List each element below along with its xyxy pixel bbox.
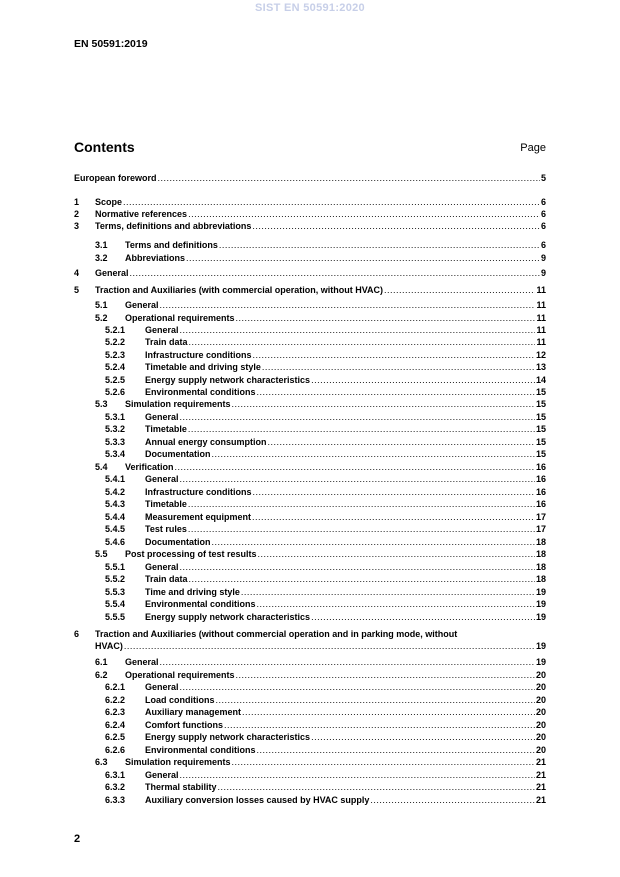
toc-leader-dots <box>189 336 536 348</box>
toc-leader-dots <box>311 611 535 623</box>
toc-entry-page: 18 <box>535 549 546 559</box>
toc-entry-page: 19 <box>535 599 546 609</box>
toc-entry-title: Traction and Auxiliaries (without commercial operation and in parking mode, without <box>95 629 458 639</box>
toc-entry-page: 14 <box>535 375 546 385</box>
toc-entry[interactable] <box>74 172 546 184</box>
toc-entry-title: Auxiliary management <box>145 707 242 717</box>
toc-entry-title: Energy supply network characteristics <box>145 612 311 622</box>
toc-entry[interactable] <box>105 349 546 361</box>
toc-leader-dots <box>252 220 540 232</box>
toc-leader-dots <box>188 423 535 435</box>
toc-leader-dots <box>124 640 535 652</box>
toc-entry-number: 5.2.2 <box>105 337 126 347</box>
toc-entry[interactable] <box>105 523 546 535</box>
toc-entry-page: 18 <box>535 574 546 584</box>
toc-entry[interactable] <box>95 656 546 668</box>
footer-page-number: 2 <box>74 833 81 845</box>
toc-entry-number: 5.2.3 <box>105 350 126 360</box>
toc-entry-page: 21 <box>535 757 546 767</box>
toc-entry[interactable] <box>105 561 546 573</box>
toc-entry-page: 9 <box>540 253 546 263</box>
toc-entry-number: 5.3.4 <box>105 449 126 459</box>
toc-entry-page: 18 <box>535 537 546 547</box>
toc-entry-title: Operational requirements <box>125 313 235 323</box>
toc-leader-dots <box>216 694 535 706</box>
document-id: EN 50591:2019 <box>74 38 148 50</box>
toc-leader-dots <box>186 252 540 264</box>
toc-entry-title: Measurement equipment <box>145 512 252 522</box>
toc-entry[interactable] <box>105 486 546 498</box>
toc-entry-continuation[interactable] <box>95 640 546 652</box>
toc-entry-title: Environmental conditions <box>145 599 256 609</box>
toc-entry-title: Test rules <box>145 524 187 534</box>
toc-leader-dots <box>180 681 535 693</box>
toc-entry-number: 5.2.4 <box>105 362 126 372</box>
toc-entry[interactable] <box>105 411 546 423</box>
toc-entry-title: Auxiliary conversion losses caused by HVAC supply <box>145 795 370 805</box>
toc-entry[interactable] <box>105 473 546 485</box>
toc-leader-dots <box>212 448 535 460</box>
toc-entry-page: 17 <box>535 524 546 534</box>
toc-entry-page: 18 <box>535 562 546 572</box>
toc-leader-dots <box>189 573 535 585</box>
toc-entry-number: 2 <box>74 209 80 219</box>
toc-entry[interactable] <box>95 548 546 560</box>
toc-entry[interactable] <box>105 386 546 398</box>
toc-entry[interactable] <box>95 669 546 681</box>
toc-entry-number: 3.2 <box>95 253 108 263</box>
toc-entry[interactable] <box>95 239 546 251</box>
toc-entry-title: Thermal stability <box>145 782 217 792</box>
toc-entry-number: 5.3.3 <box>105 437 126 447</box>
toc-entry-title: Load conditions <box>145 695 215 705</box>
toc-entry-title: Train data <box>145 574 188 584</box>
toc-entry-page: 17 <box>535 512 546 522</box>
toc-entry-title: General <box>145 325 179 335</box>
toc-leader-dots <box>236 669 535 681</box>
toc-entry-title: Time and driving style <box>145 587 240 597</box>
toc-entry-title: General <box>125 300 159 310</box>
toc-entry-page: 20 <box>535 745 546 755</box>
toc-leader-dots <box>175 461 535 473</box>
toc-entry[interactable] <box>105 436 546 448</box>
page-column-label: Page <box>520 142 546 154</box>
toc-entry-page: 20 <box>535 720 546 730</box>
toc-entry[interactable] <box>95 398 546 410</box>
toc-entry[interactable] <box>105 498 546 510</box>
toc-entry-page: 11 <box>536 313 546 323</box>
toc-entry-number: 6.2.2 <box>105 695 126 705</box>
toc-entry-number: 5.3 <box>95 399 108 409</box>
toc-entry-title: Operational requirements <box>125 670 235 680</box>
toc-leader-dots <box>232 756 535 768</box>
toc-entry[interactable] <box>105 324 546 336</box>
toc-entry-title: General <box>125 657 159 667</box>
toc-entry[interactable] <box>74 284 546 296</box>
toc-entry-number: 5.1 <box>95 300 108 310</box>
toc-leader-dots <box>180 473 535 485</box>
toc-entry-number: 5.5.5 <box>105 612 126 622</box>
toc-entry-number: 5 <box>74 285 80 295</box>
toc-leader-dots <box>123 196 540 208</box>
toc-entry-number: 6.1 <box>95 657 108 667</box>
toc-entry-title: General <box>145 770 179 780</box>
toc-entry-page: 15 <box>535 449 546 459</box>
toc-entry-page: 21 <box>535 770 546 780</box>
toc-entry-title: Terms, definitions and abbreviations <box>95 221 252 231</box>
toc-entry-number: 5.4.2 <box>105 487 126 497</box>
toc-entry-number: 6.3.3 <box>105 795 126 805</box>
toc-entry-number: 5.2.5 <box>105 375 126 385</box>
toc-entry-page: 15 <box>535 424 546 434</box>
toc-entry-page: 19 <box>535 641 546 651</box>
toc-entry[interactable] <box>105 744 546 756</box>
toc-entry[interactable] <box>105 706 546 718</box>
toc-leader-dots <box>180 769 535 781</box>
toc-leader-dots <box>311 731 535 743</box>
toc-entry-number: 6.2 <box>95 670 108 680</box>
toc-entry-title: Documentation <box>145 449 211 459</box>
toc-leader-dots <box>232 398 535 410</box>
toc-entry-title: Train data <box>145 337 188 347</box>
toc-leader-dots <box>257 598 535 610</box>
toc-entry[interactable] <box>105 794 546 806</box>
toc-entry[interactable] <box>74 220 546 232</box>
toc-entry-page: 12 <box>535 350 546 360</box>
toc-entry[interactable] <box>105 719 546 731</box>
toc-entry-title: Normative references <box>95 209 188 219</box>
toc-entry-page: 6 <box>540 240 546 250</box>
toc-entry[interactable] <box>105 448 546 460</box>
toc-entry-number: 6.2.6 <box>105 745 126 755</box>
toc-leader-dots <box>262 361 535 373</box>
toc-entry-number: 5.4 <box>95 462 108 472</box>
toc-entry-title: Timetable <box>145 499 187 509</box>
toc-leader-dots <box>160 299 536 311</box>
toc-entry-page: 15 <box>535 412 546 422</box>
toc-entry-number: 6.3.2 <box>105 782 126 792</box>
toc-entry-title: Timetable and driving style <box>145 362 261 372</box>
toc-entry-number: 5.2 <box>95 313 108 323</box>
toc-entry[interactable] <box>95 299 546 311</box>
toc-entry-page: 20 <box>535 732 546 742</box>
toc-leader-dots <box>188 208 540 220</box>
toc-entry-number: 5.5.2 <box>105 574 126 584</box>
toc-leader-dots <box>257 744 535 756</box>
toc-leader-dots <box>257 386 535 398</box>
toc-entry-title: Terms and definitions <box>125 240 218 250</box>
toc-entry-page: 6 <box>540 209 546 219</box>
toc-entry-title: European foreword <box>74 173 157 183</box>
toc-entry-page: 6 <box>540 221 546 231</box>
toc-entry[interactable] <box>105 423 546 435</box>
toc-entry-page: 11 <box>536 285 546 295</box>
toc-leader-dots <box>180 411 535 423</box>
toc-entry-number: 5.2.1 <box>105 325 126 335</box>
toc-leader-dots <box>384 284 535 296</box>
toc-entry-page: 20 <box>535 670 546 680</box>
toc-entry-title: General <box>95 268 129 278</box>
toc-entry-page: 19 <box>535 657 546 667</box>
toc-entry-number: 5.5.4 <box>105 599 126 609</box>
toc-entry-number: 4 <box>74 268 80 278</box>
toc-entry-number: 6.2.3 <box>105 707 126 717</box>
toc-leader-dots <box>158 172 540 184</box>
toc-entry-number: 1 <box>74 197 80 207</box>
toc-entry-number: 6.2.1 <box>105 682 126 692</box>
toc-entry[interactable] <box>95 252 546 264</box>
toc-entry-number: 3.1 <box>95 240 108 250</box>
toc-entry-page: 5 <box>540 173 546 183</box>
toc-entry[interactable] <box>74 267 546 279</box>
toc-leader-dots <box>130 267 540 279</box>
toc-entry[interactable] <box>74 208 546 220</box>
toc-entry-page: 16 <box>535 487 546 497</box>
toc-entry[interactable] <box>105 611 546 623</box>
toc-entry-number: 6.2.5 <box>105 732 126 742</box>
toc-entry-page: 16 <box>535 474 546 484</box>
toc-entry-title: Verification <box>125 462 174 472</box>
toc-entry-number: 6.3 <box>95 757 108 767</box>
toc-entry[interactable] <box>105 694 546 706</box>
toc-entry-number: 5.4.5 <box>105 524 126 534</box>
toc-entry-number: 5.4.4 <box>105 512 126 522</box>
toc-entry[interactable] <box>105 573 546 585</box>
toc-entry-number: 6 <box>74 629 80 639</box>
toc-entry-title: Comfort functions <box>145 720 223 730</box>
toc-entry-page: 15 <box>535 437 546 447</box>
toc-entry-title: General <box>145 562 179 572</box>
toc-leader-dots <box>252 511 535 523</box>
toc-entry-number: 5.2.6 <box>105 387 126 397</box>
toc-entry-title: Post processing of test results <box>125 549 257 559</box>
toc-leader-dots <box>241 586 535 598</box>
toc-entry-title: General <box>145 412 179 422</box>
toc-entry-number: 5.5.1 <box>105 562 126 572</box>
toc-entry-title: Annual energy consumption <box>145 437 267 447</box>
toc-entry-number: 6.2.4 <box>105 720 126 730</box>
toc-entry[interactable] <box>105 374 546 386</box>
toc-entry-page: 16 <box>535 462 546 472</box>
toc-leader-dots <box>188 523 535 535</box>
toc-entry[interactable] <box>95 312 546 324</box>
toc-entry[interactable] <box>105 781 546 793</box>
contents-title: Contents <box>74 139 135 155</box>
toc-entry-title: General <box>145 682 179 692</box>
toc-leader-dots <box>236 312 536 324</box>
toc-entry-number: 5.3.2 <box>105 424 126 434</box>
toc-leader-dots <box>188 498 535 510</box>
toc-leader-dots <box>180 561 535 573</box>
toc-leader-dots <box>253 349 535 361</box>
toc-entry[interactable] <box>105 769 546 781</box>
toc-leader-dots <box>219 239 540 251</box>
toc-entry[interactable] <box>74 196 546 208</box>
toc-entry-number: 5.4.1 <box>105 474 126 484</box>
toc-entry-title: Energy supply network characteristics <box>145 375 311 385</box>
toc-entry-title: Environmental conditions <box>145 745 256 755</box>
toc-entry-title-continuation: HVAC) <box>95 641 123 651</box>
toc-entry[interactable] <box>105 586 546 598</box>
toc-entry-page: 15 <box>535 387 546 397</box>
toc-entry-page: 21 <box>535 795 546 805</box>
toc-entry-page: 13 <box>535 362 546 372</box>
toc-entry[interactable] <box>105 598 546 610</box>
toc-entry-title: Simulation requirements <box>125 399 231 409</box>
toc-entry-page: 16 <box>535 499 546 509</box>
toc-entry-number: 5.5 <box>95 549 108 559</box>
toc-entry[interactable] <box>74 628 546 640</box>
toc-entry-title: Environmental conditions <box>145 387 256 397</box>
toc-entry-page: 19 <box>535 612 546 622</box>
toc-entry-page: 15 <box>535 399 546 409</box>
toc-entry[interactable] <box>105 336 546 348</box>
toc-leader-dots <box>242 706 535 718</box>
toc-entry-page: 20 <box>535 695 546 705</box>
toc-entry[interactable] <box>105 361 546 373</box>
toc-leader-dots <box>370 794 535 806</box>
toc-entry-title: Timetable <box>145 424 187 434</box>
toc-entry-number: 5.4.6 <box>105 537 126 547</box>
toc-entry-title: Scope <box>95 197 123 207</box>
toc-entry-page: 19 <box>535 587 546 597</box>
toc-leader-dots <box>180 324 536 336</box>
toc-entry-page: 21 <box>535 782 546 792</box>
toc-entry-page: 6 <box>540 197 546 207</box>
toc-leader-dots <box>218 781 535 793</box>
toc-entry[interactable] <box>95 756 546 768</box>
toc-entry[interactable] <box>105 681 546 693</box>
toc-entry-page: 11 <box>536 300 546 310</box>
toc-leader-dots <box>253 486 535 498</box>
toc-leader-dots <box>160 656 535 668</box>
toc-entry-number: 5.5.3 <box>105 587 126 597</box>
toc-entry[interactable] <box>105 731 546 743</box>
toc-entry-number: 5.3.1 <box>105 412 126 422</box>
toc-leader-dots <box>224 719 535 731</box>
toc-entry[interactable] <box>105 536 546 548</box>
toc-leader-dots <box>258 548 535 560</box>
toc-entry-title: Abbreviations <box>125 253 186 263</box>
toc-entry-number: 3 <box>74 221 80 231</box>
toc-entry-title: Traction and Auxiliaries (with commercial operation, without HVAC) <box>95 285 384 295</box>
toc-entry-number: 6.3.1 <box>105 770 126 780</box>
toc-entry-page: 20 <box>535 707 546 717</box>
toc-entry[interactable] <box>95 461 546 473</box>
watermark: SIST EN 50591:2020 <box>255 2 365 14</box>
toc-entry-title: Energy supply network characteristics <box>145 732 311 742</box>
toc-entry-page: 20 <box>535 682 546 692</box>
toc-entry-title: General <box>145 474 179 484</box>
toc-entry-title: Simulation requirements <box>125 757 231 767</box>
toc-leader-dots <box>212 536 535 548</box>
toc-entry-title: Documentation <box>145 537 211 547</box>
toc-entry-title: Infrastructure conditions <box>145 487 252 497</box>
toc-entry-page: 9 <box>540 268 546 278</box>
toc-leader-dots <box>268 436 535 448</box>
toc-entry-title: Infrastructure conditions <box>145 350 252 360</box>
toc-entry-page: 11 <box>536 325 546 335</box>
toc-leader-dots <box>311 374 535 386</box>
toc-entry[interactable] <box>105 511 546 523</box>
toc-entry-page: 11 <box>536 337 546 347</box>
toc-entry-number: 5.4.3 <box>105 499 126 509</box>
